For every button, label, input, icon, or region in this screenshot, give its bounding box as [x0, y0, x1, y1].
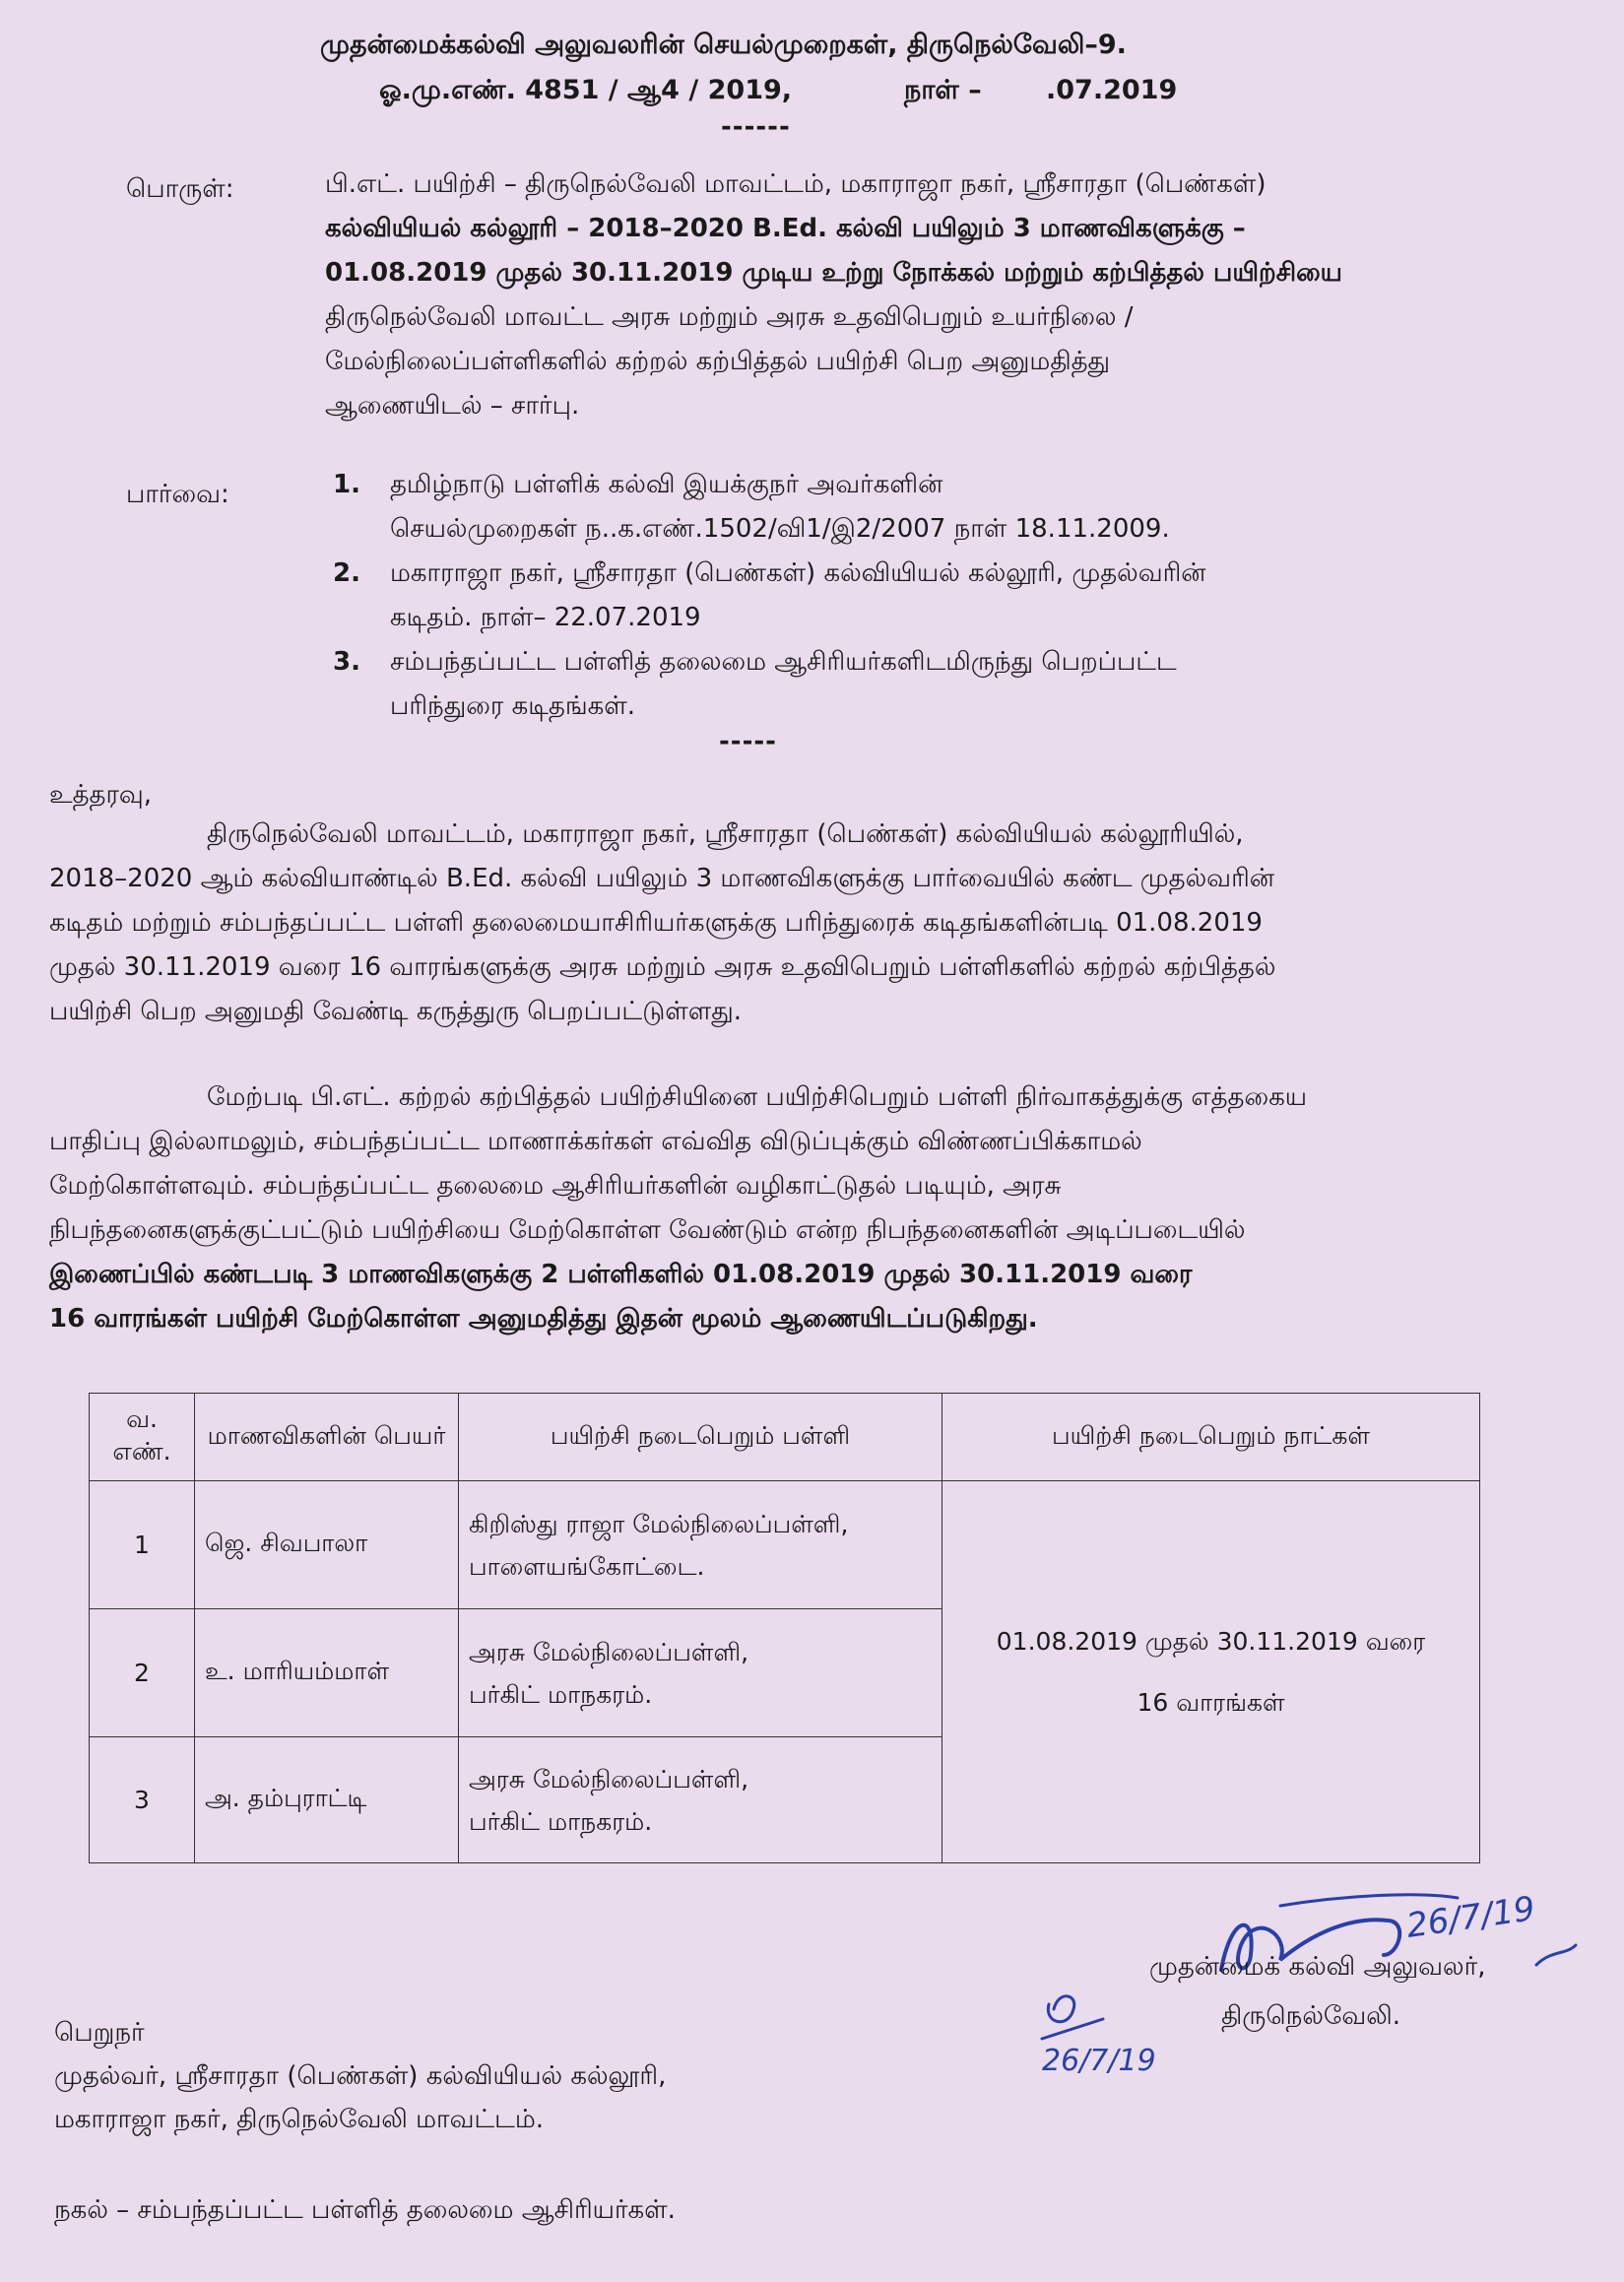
- date-value: .07.2019: [1046, 75, 1178, 105]
- initial-date: 26/7/19: [1042, 2044, 1156, 2078]
- subject-line: 01.08.2019 முதல் 30.11.2019 முடிய உற்று நோக்கல் மற்றும் கற்பித்தல் பயிற்சியை: [325, 258, 1342, 288]
- order-line: முதல் 30.11.2019 வரை 16 வாரங்களுக்கு அரசு மற்றும் அரசு உதவிபெறும் பள்ளிகளில் கற்றல் கற்பித்தல்: [49, 952, 1276, 982]
- recipient-label: பெறுநர்: [54, 2018, 145, 2048]
- school-line: அரசு மேல்நிலைப்பள்ளி,: [469, 1637, 749, 1666]
- table-header-row: [90, 1394, 1480, 1481]
- school-name: [459, 1481, 942, 1609]
- reference-number: ஓ.மு.எண். 4851 / ஆ4 / 2019,: [379, 75, 793, 105]
- reference-item-line: மகாராஜா நகர், ஸ்ரீசாரதா (பெண்கள்) கல்வியியல் கல்லூரி, முதல்வரின்: [390, 558, 1206, 588]
- reference-item: [333, 463, 1426, 552]
- reference-item-line: பரிந்துரை கடிதங்கள்.: [390, 691, 635, 721]
- allocation-table: [89, 1393, 1480, 1863]
- school-line: பர்கிட் மாநகரம்.: [469, 1806, 653, 1836]
- order-line: 16 வாரங்கள் பயிற்சி மேற்கொள்ள அனுமதித்து இதன் மூலம் ஆணையிடப்படுகிறது.: [49, 1304, 1038, 1334]
- training-dates: [942, 1481, 1480, 1863]
- reference-item: [333, 640, 1426, 729]
- reference-item-line: தமிழ்நாடு பள்ளிக் கல்வி இயக்குநர் அவர்களின்: [390, 470, 943, 499]
- reference-separator: -----: [719, 727, 777, 756]
- row-number: 2: [90, 1609, 195, 1737]
- order-line: கடிதம் மற்றும் சம்பந்தப்பட்ட பள்ளி தலைமையாசிரியர்களுக்கு பரிந்துரைக் கடிதங்களின்படி 01.08.2019: [49, 908, 1263, 938]
- order-paragraph-1: [49, 813, 1527, 1034]
- reference-item: [333, 552, 1426, 640]
- dates-range: 01.08.2019 முதல் 30.11.2019 வரை: [996, 1626, 1426, 1656]
- student-name: அ. தம்புராட்டி: [195, 1737, 459, 1863]
- order-line: திருநெல்வேலி மாவட்டம், மகாராஜா நகர், ஸ்ரீசாரதா (பெண்கள்) கல்வியியல் கல்லூரியில்,: [207, 819, 1244, 849]
- order-line: நிபந்தனைகளுக்குட்பட்டும் பயிற்சியை மேற்கொள்ள வேண்டும் என்ற நிபந்தனைகளின் அடிப்படையில்: [49, 1215, 1246, 1245]
- student-name: ஜெ. சிவபாலா: [195, 1481, 459, 1609]
- order-line: இணைப்பில் கண்டபடி 3 மாணவிகளுக்கு 2 பள்ளிகளில் 01.08.2019 முதல் 30.11.2019 வரை: [49, 1260, 1193, 1289]
- reference-item-line: செயல்முறைகள் ந..க.எண்.1502/வி1/இ2/2007 நாள் 18.11.2009.: [390, 514, 1170, 544]
- reference-label: பார்வை:: [126, 480, 229, 509]
- recipient-line: முதல்வர், ஸ்ரீசாரதா (பெண்கள்) கல்வியியல் கல்லூரி,: [54, 2061, 667, 2091]
- initial-mark: [1034, 1980, 1182, 2078]
- subject-line: திருநெல்வேலி மாவட்ட அரசு மற்றும் அரசு உதவிபெறும் உயர்நிலை /: [325, 302, 1134, 332]
- subject-text: [325, 163, 1418, 428]
- office-heading: முதன்மைக்கல்வி அலுவலரின் செயல்முறைகள், திருநெல்வேலி–9.: [320, 30, 1127, 60]
- column-header-student: மாணவிகளின் பெயர்: [195, 1394, 459, 1481]
- subject-line: ஆணையிடல் – சார்பு.: [325, 391, 580, 421]
- student-name: உ. மாரியம்மாள்: [195, 1609, 459, 1737]
- reference-item-number: 3.: [333, 647, 360, 677]
- school-line: பாளையங்கோட்டை.: [469, 1551, 705, 1581]
- order-label: உத்தரவு,: [49, 780, 153, 810]
- column-header-dates: பயிற்சி நடைபெறும் நாட்கள்: [942, 1394, 1480, 1481]
- signatory-title: முதன்மைக் கல்வி அலுவலர்,: [1149, 1952, 1486, 1982]
- copy-to: நகல் – சம்பந்தப்பட்ட பள்ளித் தலைமை ஆசிரியர்கள்.: [54, 2195, 676, 2225]
- row-number: 3: [90, 1737, 195, 1863]
- reference-item-number: 1.: [333, 470, 360, 499]
- subject-label: பொருள்:: [126, 174, 234, 204]
- recipient-line: மகாராஜா நகர், திருநெல்வேலி மாவட்டம்.: [54, 2105, 545, 2134]
- order-paragraph-2: [49, 1076, 1527, 1341]
- school-line: கிறிஸ்து ராஜா மேல்நிலைப்பள்ளி,: [469, 1509, 849, 1538]
- order-line: பயிற்சி பெற அனுமதி வேண்டி கருத்துரு பெறப்பட்டுள்ளது.: [49, 997, 743, 1026]
- dates-duration: 16 வாரங்கள்: [1137, 1687, 1285, 1717]
- reference-item-line: கடிதம். நாள்– 22.07.2019: [390, 603, 701, 632]
- subject-line: பி.எட். பயிற்சி – திருநெல்வேலி மாவட்டம், மகாராஜா நகர், ஸ்ரீசாரதா (பெண்கள்): [325, 169, 1267, 199]
- column-header-school: பயிற்சி நடைபெறும் பள்ளி: [459, 1394, 942, 1481]
- school-name: [459, 1737, 942, 1863]
- row-number: 1: [90, 1481, 195, 1609]
- school-line: பர்கிட் மாநகரம்.: [469, 1679, 653, 1709]
- reference-item-number: 2.: [333, 558, 360, 588]
- school-line: அரசு மேல்நிலைப்பள்ளி,: [469, 1764, 749, 1793]
- school-name: [459, 1609, 942, 1737]
- reference-list: [333, 463, 1426, 729]
- column-header-serial: வ. எண்.: [90, 1394, 195, 1481]
- subject-line: கல்வியியல் கல்லூரி – 2018–2020 B.Ed. கல்வி பயிலும் 3 மாணவிகளுக்கு –: [325, 214, 1246, 243]
- order-line: 2018–2020 ஆம் கல்வியாண்டில் B.Ed. கல்வி பயிலும் 3 மாணவிகளுக்கு பார்வையில் கண்ட முதல்வரின்: [49, 864, 1274, 893]
- order-line: மேற்படி பி.எட். கற்றல் கற்பித்தல் பயிற்சியினை பயிற்சிபெறும் பள்ளி நிர்வாகத்துக்கு எத்தகைய: [207, 1082, 1308, 1112]
- subject-line: மேல்நிலைப்பள்ளிகளில் கற்றல் கற்பித்தல் பயிற்சி பெற அனுமதித்து: [325, 347, 1111, 376]
- signatory-place: திருநெல்வேலி.: [1221, 2001, 1400, 2031]
- header-separator: ------: [721, 112, 791, 142]
- table-row: [90, 1481, 1480, 1609]
- signature-date: 26/7/19: [1403, 1889, 1538, 1946]
- order-line: பாதிப்பு இல்லாமலும், சம்பந்தப்பட்ட மாணாக்கர்கள் எவ்வித விடுப்புக்கும் விண்ணப்பிக்காமல்: [49, 1127, 1142, 1156]
- order-line: மேற்கொள்ளவும். சம்பந்தப்பட்ட தலைமை ஆசிரியர்களின் வழிகாட்டுதல் படியும், அரசு: [49, 1171, 1062, 1201]
- reference-item-line: சம்பந்தப்பட்ட பள்ளித் தலைமை ஆசிரியர்களிடமிருந்து பெறப்பட்ட: [390, 647, 1177, 677]
- date-label: நாள் –: [904, 75, 982, 105]
